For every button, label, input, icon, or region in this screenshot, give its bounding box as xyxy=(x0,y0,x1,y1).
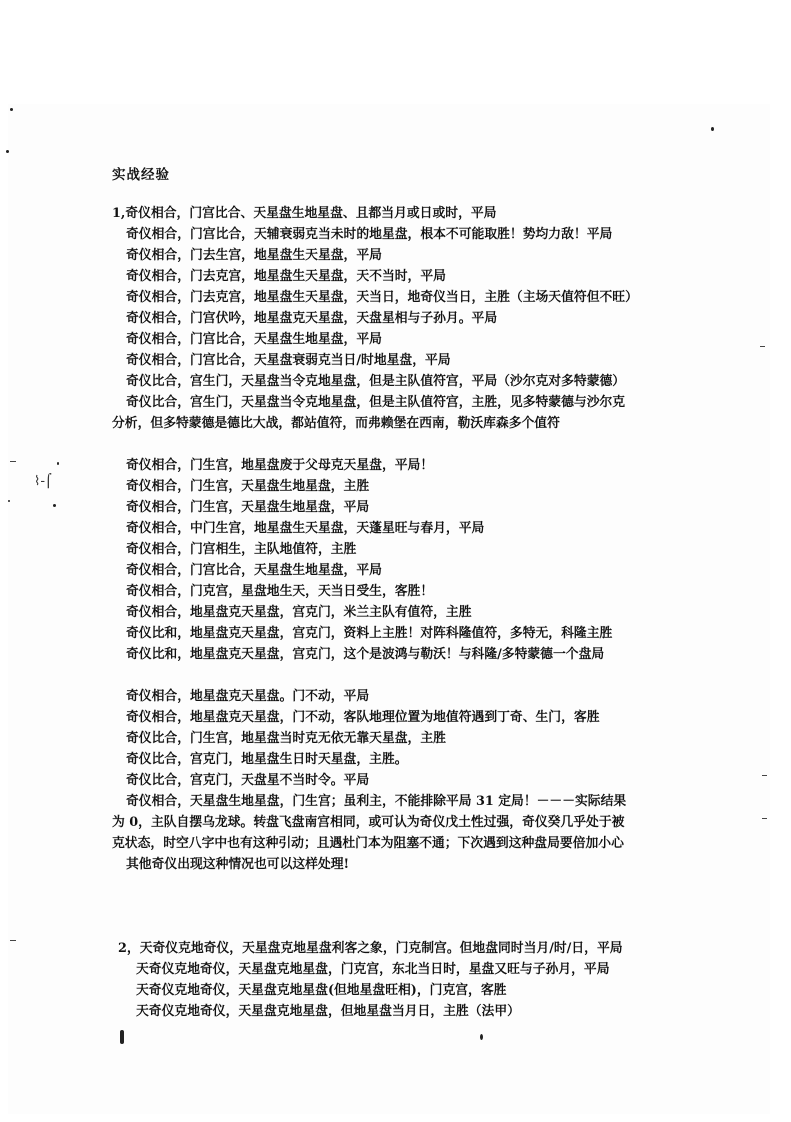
scan-speck xyxy=(120,1030,124,1044)
text-line: 奇仪相合，地星盘克天星盘，门不动，客队地理位置为地值符遇到丁奇、生门，客胜 xyxy=(126,710,600,725)
text-line: 天奇仪克地奇仪，天星盘克地星盘(但地星盘旺相)，门克宫，客胜 xyxy=(136,983,507,998)
text-line: 奇仪相合，门生宫，天星盘生地星盘，主胜 xyxy=(126,479,370,494)
text-line: 奇仪比合，门生宫，地星盘当时克无依无靠天星盘，主胜 xyxy=(126,731,446,746)
scan-dash xyxy=(762,775,767,776)
text-line: 奇仪相合，门去生宫，地星盘生天星盘，平局 xyxy=(126,248,382,263)
text-line: 奇仪相合，门宫比合，天星盘生地星盘，平局 xyxy=(126,563,382,578)
scan-dash xyxy=(10,940,16,941)
text-line: 奇仪相合，地星盘克天星盘。门不动，平局 xyxy=(126,689,370,704)
scan-speck xyxy=(6,150,9,153)
section-1-heading: 1,奇仪相合，门宫比合、天星盘生地星盘、且都当月或日或时，平局 xyxy=(112,206,497,221)
text-line: 分析，但多特蒙德是德比大战，都站值符，而弗赖堡在西南，勒沃库森多个值符 xyxy=(112,416,560,431)
text-line: 天奇仪克地奇仪，天星盘克地星盘，门克宫，东北当日时，星盘又旺与子孙月，平局 xyxy=(136,962,610,977)
text-line: 奇仪比和，地星盘克天星盘，宫克门，资料上主胜！对阵科隆值符，多特无，科隆主胜 xyxy=(126,626,613,641)
scan-dash xyxy=(10,461,16,462)
text-line: 奇仪相合，门生宫，天星盘生地星盘，平局 xyxy=(126,500,370,515)
text-line: 奇仪比合，宫生门，天星盘当令克地星盘，但是主队值符宫，主胜，见多特蒙德与沙尔克 xyxy=(126,395,626,410)
text-line: 奇仪相合，门克宫，星盘地生天，天当日受生，客胜！ xyxy=(126,584,434,599)
text-line: 奇仪相合，门宫比合，天辅衰弱克当未时的地星盘，根本不可能取胜！势均力敌！平局 xyxy=(126,227,613,242)
scan-speck xyxy=(480,1034,483,1040)
scan-speck xyxy=(8,500,10,502)
section-2-heading: 2，天奇仪克地奇仪，天星盘克地星盘利客之象，门克制宫。但地盘同时当月/时/日，平局 xyxy=(118,941,623,956)
text-line: 奇仪比合，宫克门，天盘星不当时令。平局 xyxy=(126,773,370,788)
scan-speck xyxy=(57,462,59,465)
text-line: 奇仪相合，门生宫，地星盘废于父母克天星盘，平局！ xyxy=(126,458,434,473)
scan-dash xyxy=(760,346,765,347)
text-line: 克状态，时空八字中也有这种引动；且遇杜门本为阻塞不通；下次遇到这种盘局要倍加小心 xyxy=(112,836,624,851)
text-line: 奇仪比和，地星盘克天星盘，宫克门，这个是波鸿与勒沃！与科隆/多特蒙德一个盘局 xyxy=(126,647,605,662)
text-line: 奇仪相合，天星盘生地星盘，门生宫；虽利主，不能排除平局 31 定局！－－－实际结果 xyxy=(126,794,627,809)
text-line: 奇仪相合，门去克宫，地星盘生天星盘，天当日，地奇仪当日，主胜（主场天值符但不旺） xyxy=(126,290,638,305)
text-line: 奇仪相合，中门生宫，地星盘生天星盘，天蓬星旺与春月，平局 xyxy=(126,521,485,536)
scan-dash xyxy=(762,818,767,819)
text-line: 奇仪相合，门去克宫，地星盘生天星盘，天不当时，平局 xyxy=(126,269,446,284)
text-line: 其他奇仪出现这种情况也可以这样处理! xyxy=(126,857,350,872)
scan-speck xyxy=(10,108,13,111)
page-title: 实战经验 xyxy=(112,167,170,183)
text-line: 奇仪比合，宫克门，地星盘生日时天星盘，主胜。 xyxy=(126,752,408,767)
text-line: 为 0，主队自摆乌龙球。转盘飞盘南宫相同，或可认为奇仪戊土性过强，奇仪癸几乎处于被 xyxy=(112,815,625,830)
text-line: 奇仪相合，门宫比合，天星盘衰弱克当日/时地星盘，平局 xyxy=(126,353,451,368)
text-line: 奇仪相合，门宫相生，主队地值符，主胜 xyxy=(126,542,357,557)
margin-note: ⌇-⌠ xyxy=(34,474,52,489)
text-line: 奇仪相合，门宫比合，天星盘生地星盘，平局 xyxy=(126,332,382,347)
text-line: 奇仪比合，宫生门，天星盘当令克地星盘，但是主队值符宫，平局（沙尔克对多特蒙德） xyxy=(126,374,626,389)
scan-speck xyxy=(53,504,56,507)
text-line: 天奇仪克地奇仪，天星盘克地星盘，但地星盘当月日，主胜（法甲） xyxy=(136,1004,520,1019)
text-line: 奇仪相合，地星盘克天星盘，宫克门，米兰主队有值符，主胜 xyxy=(126,605,472,620)
text-line: 奇仪相合，门宫伏吟，地星盘克天星盘，天盘星相与子孙月。平局 xyxy=(126,311,498,326)
scan-speck xyxy=(711,127,714,131)
